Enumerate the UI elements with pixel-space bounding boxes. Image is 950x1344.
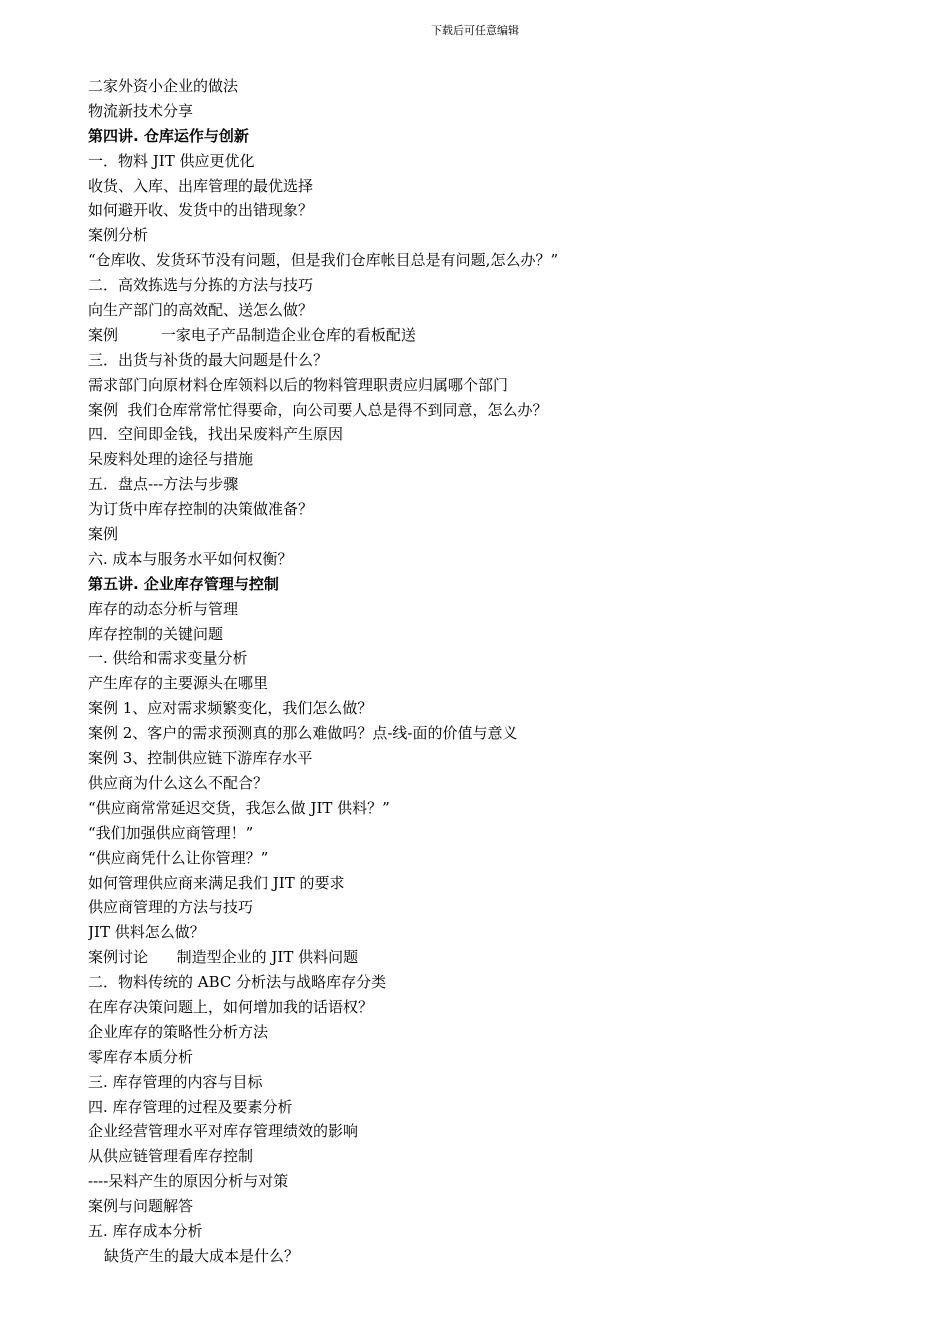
text-line: 从供应链管理看库存控制 xyxy=(88,1147,254,1166)
text-line: 五．盘点---方法与步骤 xyxy=(88,475,239,494)
text-line: 物流新技术分享 xyxy=(88,101,194,120)
text-line: 如何避开收、发货中的出错现象？ xyxy=(88,201,314,220)
section-heading: 第五讲. 企业库存管理与控制 xyxy=(88,574,279,593)
text-line: 零库存本质分析 xyxy=(88,1047,194,1066)
text-line: 案例 1、应对需求频繁变化，我们怎么做？ xyxy=(88,699,373,718)
text-line: 二家外资小企业的做法 xyxy=(88,77,239,95)
section-heading: 第四讲. 仓库运作与创新 xyxy=(88,126,249,145)
text-line: JIT 供料怎么做？ xyxy=(88,923,205,942)
text-line: 案例 3、控制供应链下游库存水平 xyxy=(88,749,313,768)
text-line: 三．出货与补货的最大问题是什么？ xyxy=(88,350,329,369)
text-line: 案例 我们仓库常常忙得要命，向公司要人总是得不到同意，怎么办？ xyxy=(88,400,548,419)
text-line: 一．物料 JIT 供应更优化 xyxy=(88,151,255,170)
text-line: 企业经营管理水平对库存管理绩效的影响 xyxy=(88,1122,359,1141)
text-line: 案例 一家电子产品制造企业仓库的看板配送 xyxy=(88,325,416,344)
text-line: 案例 xyxy=(88,525,119,544)
text-line: 呆废料处理的途径与措施 xyxy=(88,450,254,469)
text-line: 缺货产生的最大成本是什么？ xyxy=(104,1246,300,1265)
page-header: 下载后可任意编辑 xyxy=(431,24,519,37)
text-line: 产生库存的主要源头在哪里 xyxy=(88,674,269,693)
text-line: 为订货中库存控制的决策做准备？ xyxy=(88,500,314,519)
text-line: 如何管理供应商来满足我们 JIT 的要求 xyxy=(88,873,345,892)
text-line: 四．空间即金钱，找出呆废料产生原因 xyxy=(88,425,344,444)
text-line: 供应商管理的方法与技巧 xyxy=(88,898,254,917)
text-line: 五. 库存成本分析 xyxy=(88,1221,203,1240)
text-line: 二．高效拣选与分拣的方法与技巧 xyxy=(88,276,314,295)
text-line: 一. 供给和需求变量分析 xyxy=(88,649,248,668)
text-line: 三. 库存管理的内容与目标 xyxy=(88,1072,263,1091)
text-line: 向生产部门的高效配、送怎么做？ xyxy=(88,301,314,320)
text-line: “我们加强供应商管理！” xyxy=(88,823,254,842)
text-line: 库存控制的关键问题 xyxy=(88,624,224,643)
text-line: 二．物料传统的 ABC 分析法与战略库存分类 xyxy=(88,973,387,992)
text-line: 在库存决策问题上，如何增加我的话语权？ xyxy=(88,997,374,1016)
text-line: 六. 成本与服务水平如何权衡？ xyxy=(88,549,293,568)
text-line: ----呆料产生的原因分析与对策 xyxy=(88,1172,289,1191)
text-line: “供应商常常延迟交货，我怎么做 JIT 供料？” xyxy=(88,798,390,817)
document-body xyxy=(88,74,888,1269)
text-line: “供应商凭什么让你管理？” xyxy=(88,848,269,867)
text-line: 案例与问题解答 xyxy=(88,1197,194,1216)
text-line: 库存的动态分析与管理 xyxy=(88,599,239,618)
text-line: 供应商为什么这么不配合？ xyxy=(88,773,269,792)
text-line: 企业库存的策略性分析方法 xyxy=(88,1022,269,1041)
text-line: 案例分析 xyxy=(88,226,149,245)
text-line: 需求部门向原材料仓库领料以后的物料管理职责应归属哪个部门 xyxy=(88,375,509,394)
text-line: 收货、入库、出库管理的最优选择 xyxy=(88,176,314,195)
text-line: 案例讨论 制造型企业的 JIT 供料问题 xyxy=(88,948,359,967)
text-line: 四. 库存管理的过程及要素分析 xyxy=(88,1097,293,1116)
text-line: 案例 2、客户的需求预测真的那么难做吗？点-线-面的价值与意义 xyxy=(88,724,518,743)
text-line: “仓库收、发货环节没有问题，但是我们仓库帐目总是有问题,怎么办？” xyxy=(88,251,559,270)
